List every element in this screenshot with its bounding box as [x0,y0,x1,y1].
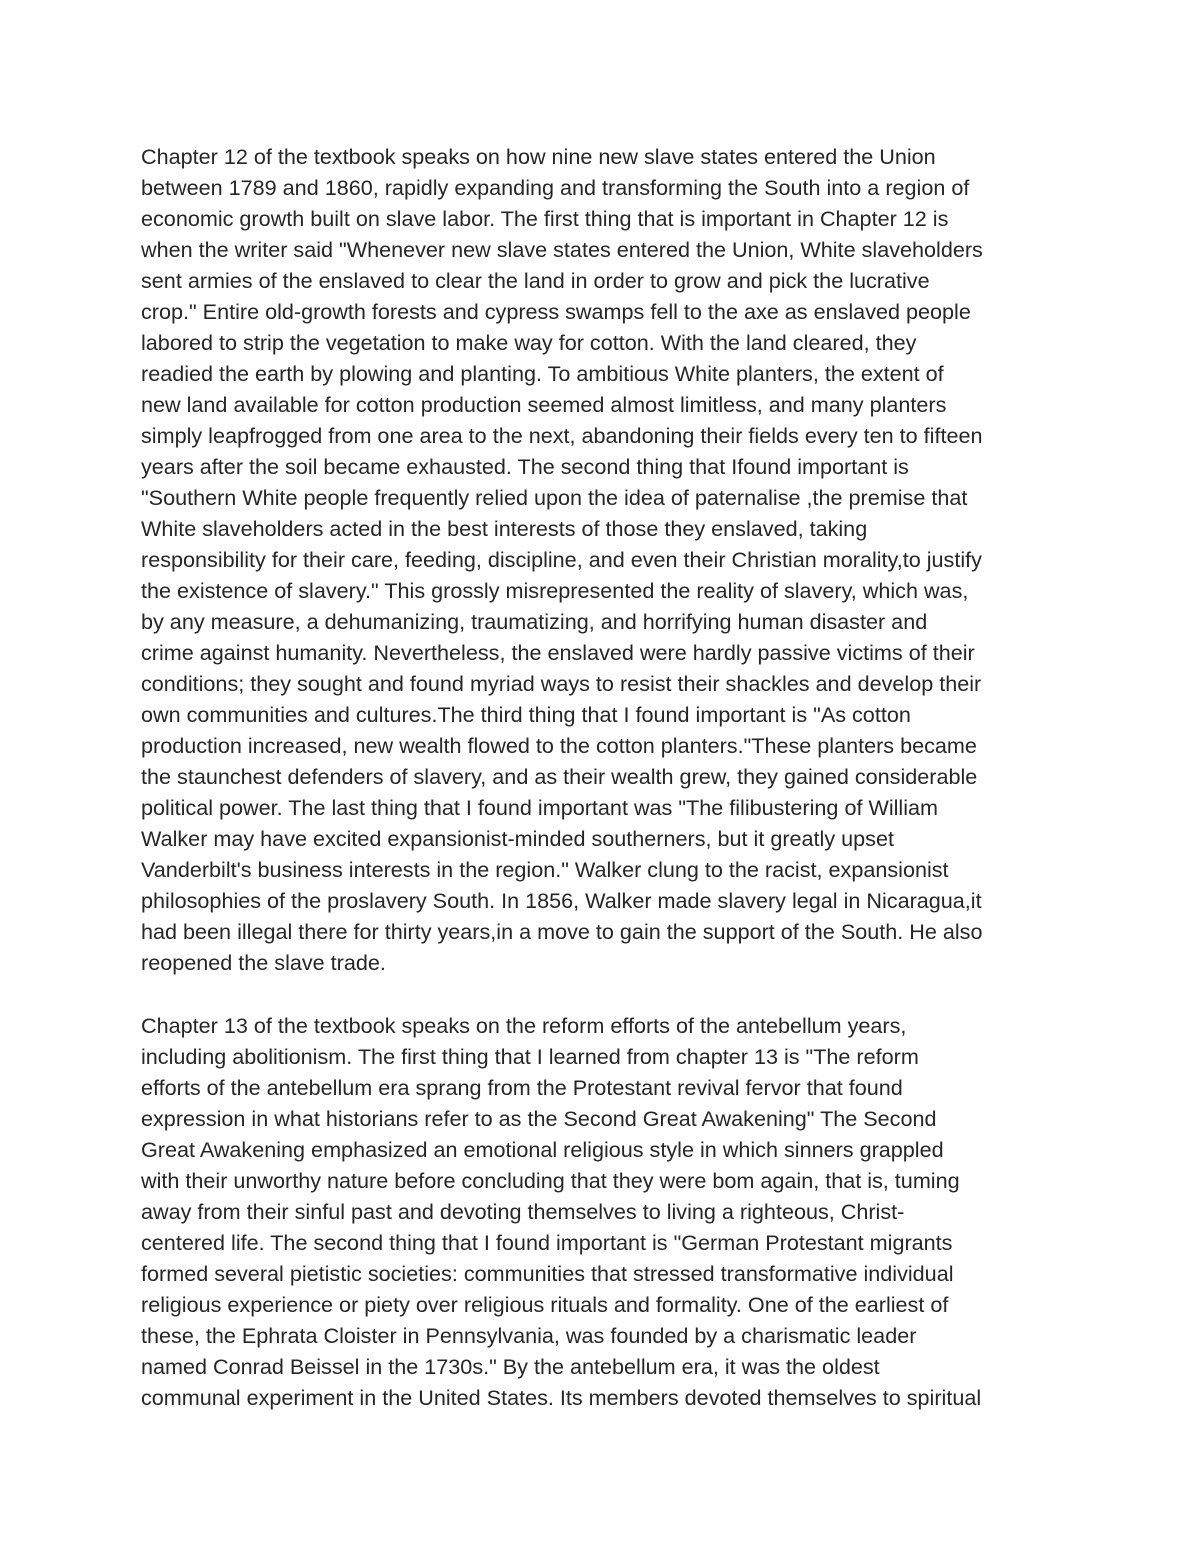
text-line: Chapter 12 of the textbook speaks on how nine new slave states entered the Union [141,144,936,169]
text-line: economic growth built on slave labor. The first thing that is important in Chapter 12 is [141,206,949,231]
text-line: crime against humanity. Nevertheless, the enslaved were hardly passive victims of their [141,640,975,665]
text-line: crop." Entire old-growth forests and cypress swamps fell to the axe as enslaved people [141,299,971,324]
text-line: White slaveholders acted in the best interests of those they enslaved, taking [141,516,868,541]
text-line: readied the earth by plowing and planting. To ambitious White planters, the extent of [141,361,944,386]
text-line: Vanderbilt's business interests in the region." Walker clung to the racist, expansionist [141,857,949,882]
text-line: the staunchest defenders of slavery, and as their wealth grew, they gained considerable [141,764,978,789]
text-line: efforts of the antebellum era sprang from the Protestant revival fervor that found [141,1075,903,1100]
text-line: philosophies of the proslavery South. In 1856, Walker made slavery legal in Nicaragua,it [141,888,982,913]
text-line: away from their sinful past and devoting themselves to living a righteous, Christ- [141,1199,905,1224]
text-line: production increased, new wealth flowed to the cotton planters."These planters became [141,733,977,758]
text-line: when the writer said "Whenever new slave states entered the Union, White slaveholders [141,237,983,262]
text-line: these, the Ephrata Cloister in Pennsylvania, was founded by a charismatic leader [141,1323,917,1348]
text-line: labored to strip the vegetation to make way for cotton. With the land cleared, they [141,330,917,355]
text-line: reopened the slave trade. [141,950,386,975]
text-line: years after the soil became exhausted. The second thing that Ifound important is [141,454,909,479]
text-line: sent armies of the enslaved to clear the land in order to grow and pick the lucrative [141,268,930,293]
text-line: Great Awakening emphasized an emotional religious style in which sinners grappled [141,1137,944,1162]
text-line: Walker may have excited expansionist-minded southerners, but it greatly upset [141,826,894,851]
text-line: including abolitionism. The first thing that I learned from chapter 13 is "The reform [141,1044,919,1069]
text-line: with their unworthy nature before concluding that they were bom again, that is, tuming [141,1168,960,1193]
text-line: responsibility for their care, feeding, discipline, and even their Christian morality,to justify [141,547,982,572]
text-line: formed several pietistic societies: communities that stressed transformative individual [141,1261,954,1286]
text-line: Chapter 13 of the textbook speaks on the reform efforts of the antebellum years, [141,1013,907,1038]
text-line: the existence of slavery." This grossly misrepresented the reality of slavery, which was, [141,578,969,603]
text-line: between 1789 and 1860, rapidly expanding and transforming the South into a region of [141,175,970,200]
text-line: simply leapfrogged from one area to the next, abandoning their fields every ten to fifteen [141,423,983,448]
text-line: named Conrad Beissel in the 1730s." By the antebellum era, it was the oldest [141,1354,880,1379]
text-line: expression in what historians refer to as the Second Great Awakening" The Second [141,1106,937,1131]
text-line: by any measure, a dehumanizing, traumatizing, and horrifying human disaster and [141,609,928,634]
paragraph-chapter-13 [141,1010,1071,1413]
text-line: had been illegal there for thirty years,in a move to gain the support of the South. He also [141,919,983,944]
text-line: political power. The last thing that I found important was "The filibustering of William [141,795,939,820]
text-line: communal experiment in the United States. Its members devoted themselves to spiritual [141,1385,982,1410]
text-line: own communities and cultures.The third thing that I found important is "As cotton [141,702,911,727]
text-line: "Southern White people frequently relied upon the idea of paternalise ,the premise that [141,485,968,510]
text-line: centered life. The second thing that I found important is "German Protestant migrants [141,1230,953,1255]
text-line: religious experience or piety over religious rituals and formality. One of the earliest of [141,1292,949,1317]
paragraph-chapter-12 [141,141,1071,978]
text-line: new land available for cotton production seemed almost limitless, and many planters [141,392,947,417]
text-line: conditions; they sought and found myriad ways to resist their shackles and develop their [141,671,982,696]
